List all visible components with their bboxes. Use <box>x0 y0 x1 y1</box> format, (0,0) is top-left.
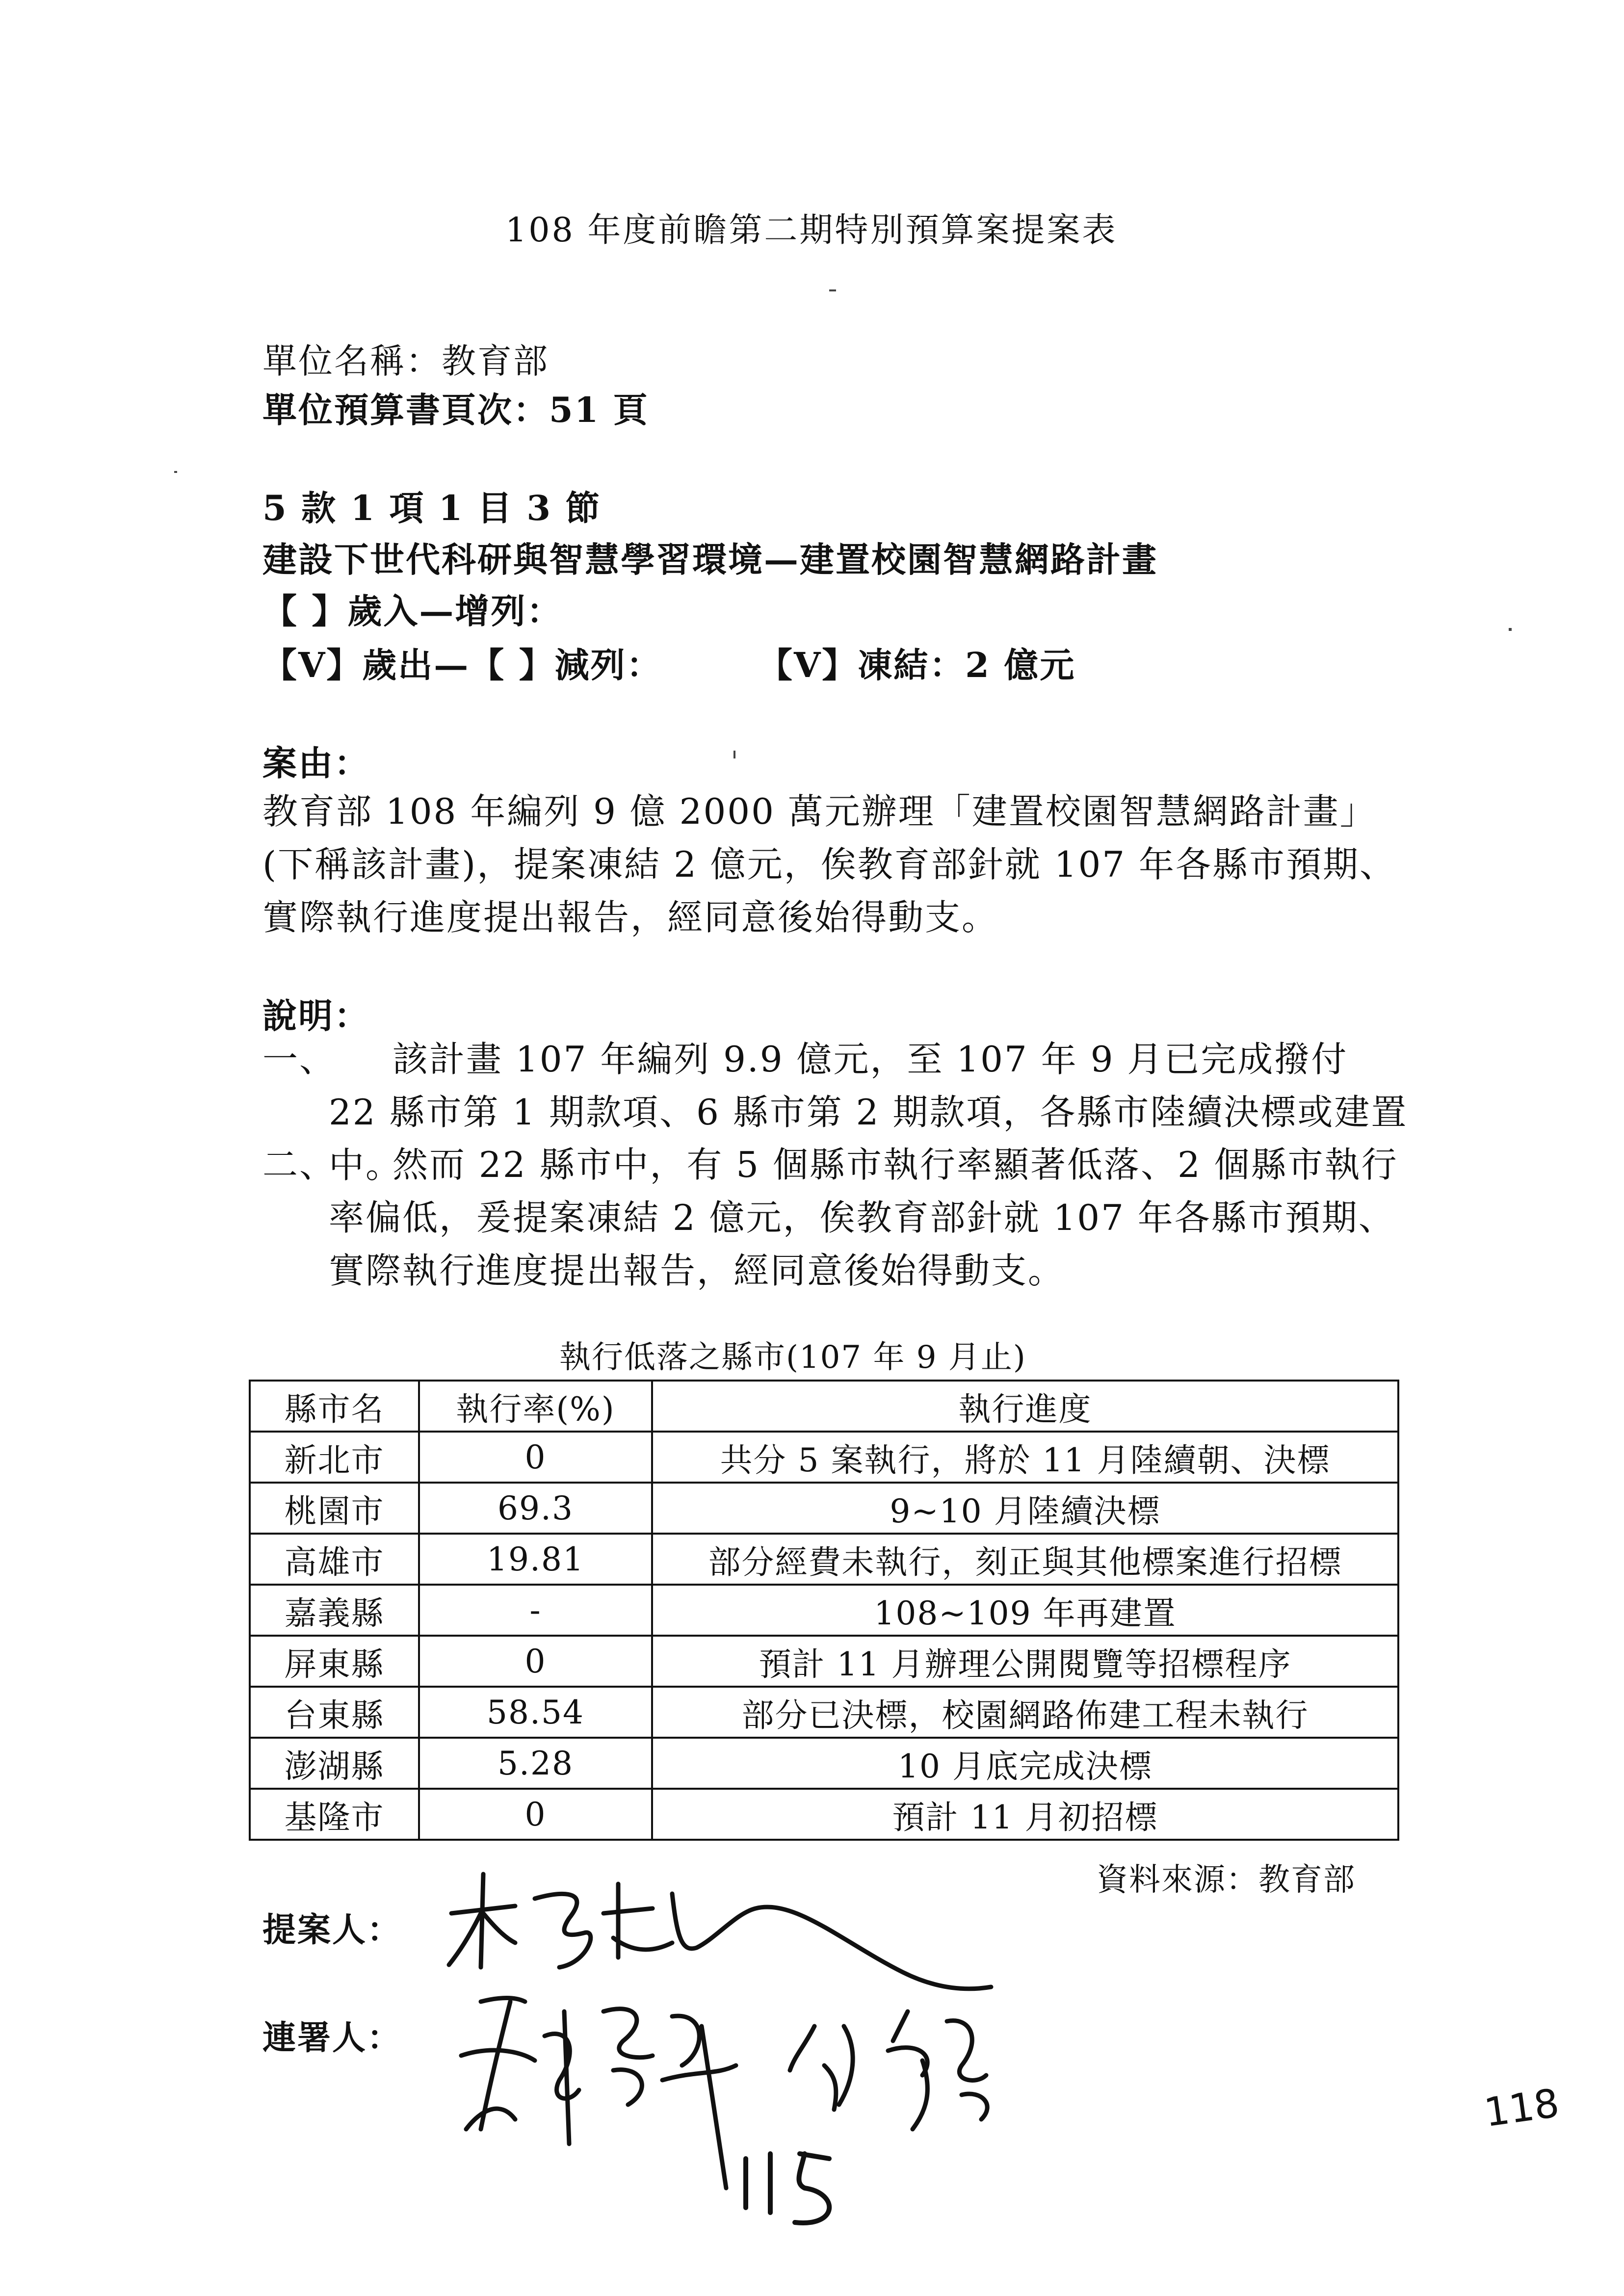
table-caption: 執行低落之縣市(107 年 9 月止) <box>559 1339 1026 1376</box>
scan-speck <box>1509 628 1512 631</box>
rate-cell: - <box>419 1585 652 1636</box>
column-header: 執行進度 <box>652 1381 1398 1432</box>
table-header-row <box>250 1381 1398 1432</box>
rate-cell: 0 <box>419 1789 652 1840</box>
progress-cell: 預計 11 月辦理公開閱覽等招標程序 <box>652 1636 1398 1687</box>
rate-cell: 19.81 <box>419 1534 652 1585</box>
explanation-item-number: 二、 <box>262 1144 337 1185</box>
progress-cell: 部分已決標，校園網路佈建工程未執行 <box>652 1687 1398 1738</box>
column-header: 執行率(%) <box>419 1381 652 1432</box>
progress-cell: 部分經費未執行，刻正與其他標案進行招標 <box>652 1534 1398 1585</box>
cosigner-label: 連署人： <box>262 2018 402 2058</box>
county-cell: 桃園市 <box>250 1483 419 1534</box>
table-row <box>250 1483 1398 1534</box>
budget-item-code: 5 款 1 項 1 目 3 節 <box>262 488 602 528</box>
progress-cell: 共分 5 案執行，將於 11 月陸續朝、決標 <box>652 1432 1398 1483</box>
rate-cell: 69.3 <box>419 1483 652 1534</box>
unit-budget-pages: 單位預算書頁次：51 頁 <box>262 390 649 430</box>
county-cell: 澎湖縣 <box>250 1738 419 1789</box>
table-row <box>250 1687 1398 1738</box>
progress-cell: 9~10 月陸續決標 <box>652 1483 1398 1534</box>
explanation-item-text: 該計畫 107 年編列 9.9 億元，至 107 年 9 月已完成撥付 22 縣市第 1 期款項、6 縣市第 2 期款項，各縣市陸續決標或建置中。 <box>329 1039 1408 1186</box>
county-cell: 台東縣 <box>250 1687 419 1738</box>
income-line: 【 】歲入—增列： <box>262 591 563 631</box>
scan-speck <box>829 289 836 291</box>
explanation-item-number: 一、 <box>262 1039 337 1080</box>
progress-cell: 10 月底完成決標 <box>652 1738 1398 1789</box>
county-cell: 新北市 <box>250 1432 419 1483</box>
county-cell: 基隆市 <box>250 1789 419 1840</box>
explanation-heading: 說明： <box>262 995 370 1036</box>
freeze-line: 【V】凍結：2 億元 <box>758 645 1076 685</box>
reason-text: 教育部 108 年編列 9 億 2000 萬元辦理「建置校園智慧網路計畫」(下稱該計畫)，提案凍結 2 億元，俟教育部針就 107 年各縣市預期、實際執行進度提出報告，經同意後始得動支。 <box>262 791 1396 938</box>
low-execution-table <box>249 1380 1399 1841</box>
proposer-label: 提案人： <box>262 1910 402 1950</box>
rate-cell: 58.54 <box>419 1687 652 1738</box>
column-header: 縣市名 <box>250 1381 419 1432</box>
scan-speck <box>733 751 735 758</box>
rate-cell: 0 <box>419 1636 652 1687</box>
table-row <box>250 1432 1398 1483</box>
scan-speck <box>174 471 177 473</box>
page-title: 108 年度前瞻第二期特別預算案提案表 <box>505 211 1118 250</box>
table-row <box>250 1738 1398 1789</box>
county-cell: 高雄市 <box>250 1534 419 1585</box>
cosigner-signature-image <box>451 1982 1138 2237</box>
table-row <box>250 1585 1398 1636</box>
expense-line: 【V】歲出—【 】減列： <box>262 645 662 685</box>
reason-heading: 案由： <box>262 743 370 783</box>
handwritten-page-mark: 118 <box>1481 2080 1562 2136</box>
table-row <box>250 1789 1398 1840</box>
plan-name: 建設下世代科研與智慧學習環境—建置校園智慧網路計畫 <box>262 539 1158 580</box>
rate-cell: 0 <box>419 1432 652 1483</box>
county-cell: 嘉義縣 <box>250 1585 419 1636</box>
explanation-item-text: 然而 22 縣市中，有 5 個縣市執行率顯著低落、2 個縣市執行率偏低，爰提案凍結 2 億元，俟教育部針就 107 年各縣市預期、實際執行進度提出報告，經同意後始得動支。 <box>329 1144 1398 1291</box>
rate-cell: 5.28 <box>419 1738 652 1789</box>
data-source-note: 資料來源：教育部 <box>1097 1862 1356 1898</box>
progress-cell: 108~109 年再建置 <box>652 1585 1398 1636</box>
county-cell: 屏東縣 <box>250 1636 419 1687</box>
unit-name: 單位名稱：教育部 <box>262 341 549 381</box>
table-row <box>250 1534 1398 1585</box>
table-row <box>250 1636 1398 1687</box>
progress-cell: 預計 11 月初招標 <box>652 1789 1398 1840</box>
